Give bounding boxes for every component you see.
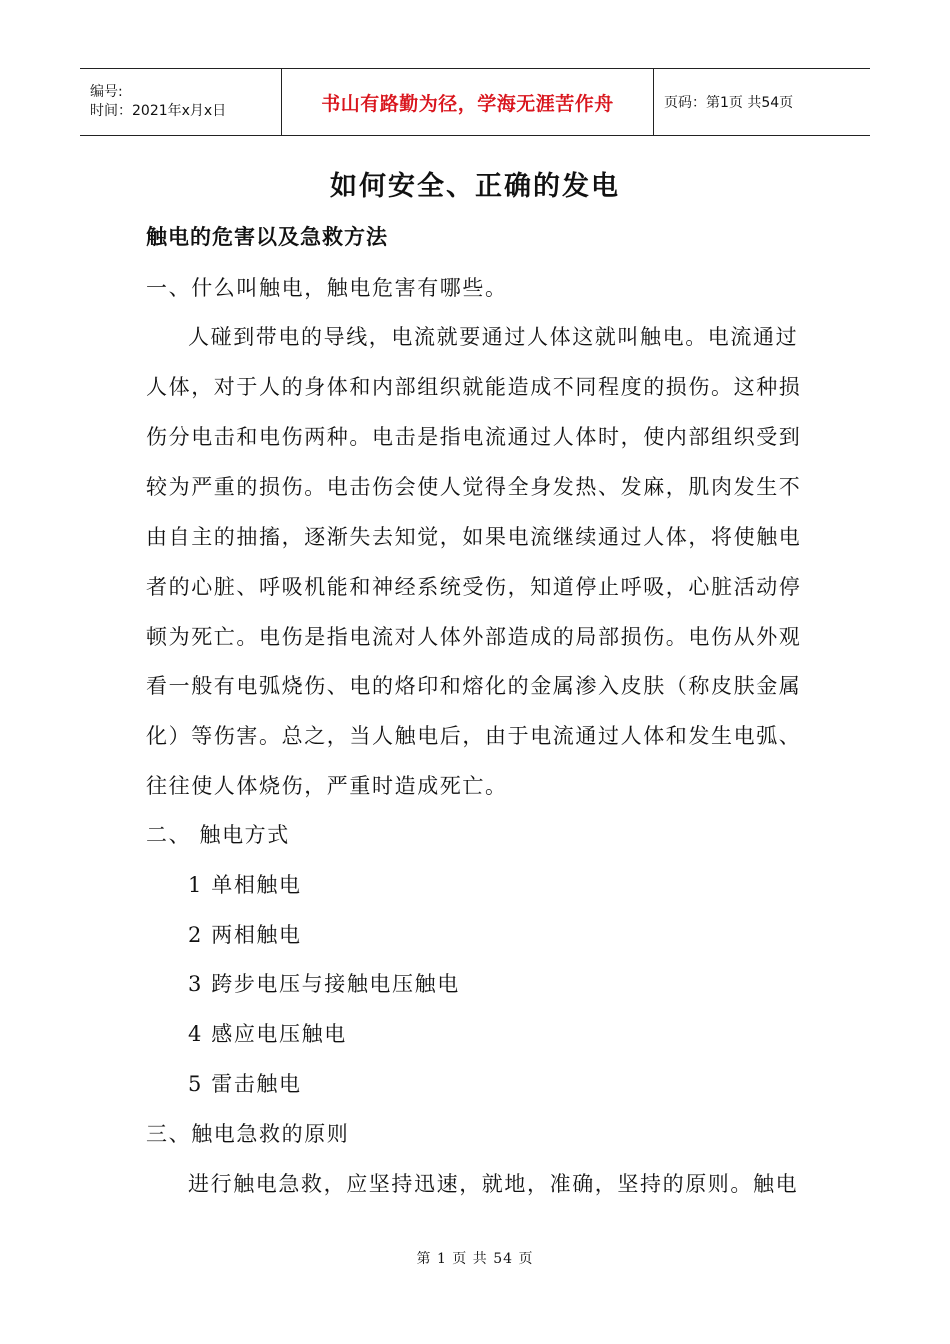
document-title: 如何安全、正确的发电: [330, 171, 620, 202]
paragraph-line: 往往使人体烧伤，严重时造成死亡。: [146, 774, 508, 798]
paragraph-line: 人体，对于人的身体和内部组织就能造成不同程度的损伤。这种损: [146, 375, 802, 399]
number-label: 编号:: [90, 84, 123, 100]
paragraph-line: 化）等伤害。总之，当人触电后，由于电流通过人体和发生电弧、: [146, 724, 802, 748]
paragraph-line: 者的心脏、呼吸机能和神经系统受伤，知道停止呼吸，心脏活动停: [146, 575, 802, 599]
paragraph-line: 人碰到带电的导线，电流就要通过人体这就叫触电。电流通过: [188, 325, 799, 349]
section-2-heading: 二、 触电方式: [146, 823, 290, 847]
header-meta: [80, 69, 282, 135]
page-info-text: 页码：第1页 共54页: [664, 95, 794, 111]
paragraph-line: 伤分电击和电伤两种。电击是指电流通过人体时，使内部组织受到: [146, 425, 802, 449]
list-item: 2 两相触电: [188, 923, 302, 947]
list-item: 3 跨步电压与接触电压触电: [188, 972, 460, 996]
paragraph-line: 由自主的抽搐，逐渐失去知觉，如果电流继续通过人体，将使触电: [146, 525, 802, 549]
paragraph-line: 较为严重的损伤。电击伤会使人觉得全身发热、发麻，肌肉发生不: [146, 475, 802, 499]
section-1-heading: 一、什么叫触电，触电危害有哪些。: [146, 276, 508, 300]
document-subtitle: 触电的危害以及急救方法: [146, 225, 388, 249]
header-motto: [282, 69, 654, 135]
page-footer: 第 1 页 共 54 页: [416, 1251, 534, 1267]
list-item: 5 雷击触电: [188, 1072, 302, 1096]
document-header: [80, 68, 870, 136]
paragraph-line: 看一般有电弧烧伤、电的烙印和熔化的金属渗入皮肤（称皮肤金属: [146, 674, 802, 698]
section-3-heading: 三、触电急救的原则: [146, 1122, 350, 1146]
list-item: 1 单相触电: [188, 873, 302, 897]
motto-text: 书山有路勤为径，学海无涯苦作舟: [321, 92, 614, 115]
paragraph-line: 顿为死亡。电伤是指电流对人体外部造成的局部损伤。电伤从外观: [146, 625, 802, 649]
paragraph-line: 进行触电急救，应坚持迅速，就地，准确，坚持的原则。触电: [188, 1172, 799, 1196]
date-label: 时间：2021年x月x日: [90, 103, 227, 119]
list-item: 4 感应电压触电: [188, 1022, 347, 1046]
header-page-info: [654, 69, 870, 135]
